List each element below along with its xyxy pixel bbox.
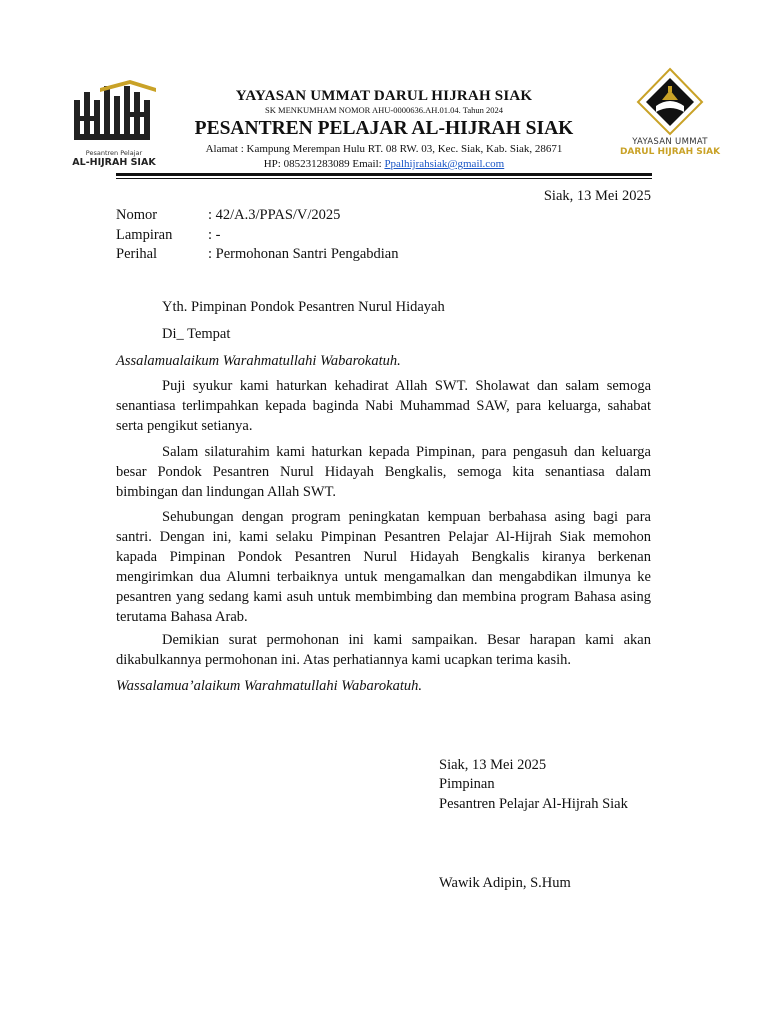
letterhead-divider-thin xyxy=(116,178,652,179)
logo-right-line2: DARUL HIJRAH SIAK xyxy=(619,147,721,157)
body-paragraph: Demikian surat permohonan ini kami sampaikan. Besar harapan kami akan dikabulkannya permohonan ini. Atas perhatiannya kami ucapkan terima kasih. xyxy=(116,632,651,668)
signatory-name: Wawik Adipin, S.Hum xyxy=(439,875,571,891)
signature-date: Siak, 13 Mei 2025 xyxy=(439,757,547,773)
recipient: Yth. Pimpinan Pondok Pesantren Nurul Hidayah xyxy=(162,299,445,315)
letterhead-divider-thick xyxy=(116,173,652,176)
recipient-place: Di_ Tempat xyxy=(162,326,231,342)
school-address: Alamat : Kampung Merempan Hulu RT. 08 RW. 03, Kec. Siak, Kab. Siak, 28671 xyxy=(205,143,563,155)
logo-right-line1: YAYASAN UMMAT xyxy=(632,137,708,147)
body-paragraph: Salam silaturahim kami haturkan kepada Pimpinan, para pengasuh dan keluarga besar Pondok Pesantren Nurul Hidayah Bengkalis, semoga kita senantiasa dalam bimbingan dan lindungan Allah SWT. xyxy=(116,444,651,500)
foundation-name: YAYASAN UMMAT DARUL HIJRAH SIAK xyxy=(235,88,533,104)
email-link[interactable]: Ppalhijrahsiak@gmail.com xyxy=(384,158,505,170)
meta-subject-label: Perihal xyxy=(116,246,158,262)
body-paragraph: Puji syukur kami haturkan kehadirat Allah SWT. Sholawat dan salam semoga senantiasa terlimpahkan kepada baginda Nabi Muhammad SAW, para keluarga, sahabat serta pengikut setianya. xyxy=(116,378,651,434)
meta-attachment-label: Lampiran xyxy=(116,227,173,243)
al-hijrah-logo xyxy=(66,78,162,170)
kufic-emblem-icon xyxy=(66,78,162,150)
meta-number-label: Nomor xyxy=(116,207,158,223)
school-name: PESANTREN PELAJAR AL-HIJRAH SIAK xyxy=(194,118,574,139)
yayasan-logo xyxy=(612,66,728,162)
letter-date: Siak, 13 Mei 2025 xyxy=(543,188,651,204)
decree-number: SK MENKUMHAM NOMOR AHU-0000636.AH.01.04. Tahun 2024 xyxy=(265,105,503,115)
closing: Wassalamua’alaikum Warahmatullahi Wabarokatuh. xyxy=(116,678,422,694)
meta-attachment-value: : - xyxy=(208,227,221,243)
body-paragraph: Sehubungan dengan program peningkatan kempuan berbahasa asing bagi para santri. Dengan ini, kami selaku Pimpinan Pesantren Pelajar Al-Hijrah Siak memohon kapada Pimpinan Pondok Pesantren Nurul Hidayah Bengkalis kiranya berkenan mengirimkan dua Alumni terbaiknya untuk mengamalkan dan mengabdikan ilmunya ke pesantren yang sedang kami asuh untuk membimbing dan membina program Bahasa asing terutama Bahasa Arab. xyxy=(116,509,651,625)
greeting: Assalamualaikum Warahmatullahi Wabarokatuh. xyxy=(116,353,401,369)
phone-text: HP: 085231283089 Email: xyxy=(263,158,385,170)
logo-left-big-text: AL-HIJRAH SIAK xyxy=(72,157,156,168)
signature-title: Pimpinan xyxy=(439,776,495,792)
meta-subject-value: : Permohonan Santri Pengabdian xyxy=(208,246,399,262)
contact-line xyxy=(170,158,598,170)
signature-institution: Pesantren Pelajar Al-Hijrah Siak xyxy=(439,796,628,812)
diamond-emblem-icon xyxy=(612,66,728,136)
logo-left-small-text: Pesantren Pelajar xyxy=(85,149,143,157)
meta-number-value: : 42/A.3/PPAS/V/2025 xyxy=(208,207,341,223)
